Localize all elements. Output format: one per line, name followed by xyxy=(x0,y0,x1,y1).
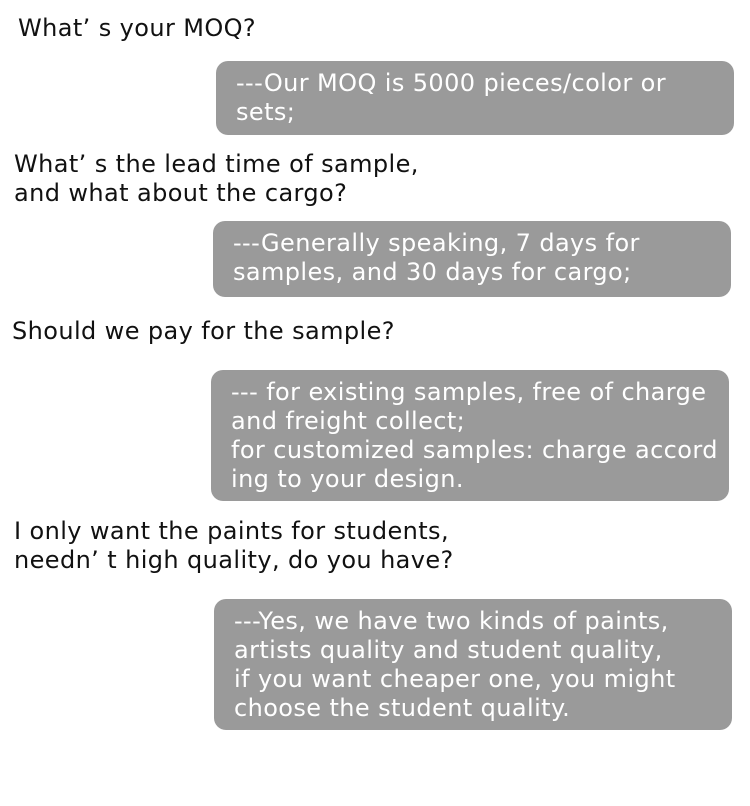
faq-question-student-paints: I only want the paints for students, needn’ t high quality, do you have? xyxy=(14,517,454,574)
faq-question-lead-time: What’ s the lead time of sample, and what about the cargo? xyxy=(14,150,419,207)
faq-question-sample-cost: Should we pay for the sample? xyxy=(12,317,395,345)
faq-question-moq: What’ s your MOQ? xyxy=(18,14,257,42)
faq-answer-student-paints: ---Yes, we have two kinds of paints, artists quality and student quality, if you want cheaper one, you might choose the student quality. xyxy=(214,599,732,730)
faq-answer-lead-time: ---Generally speaking, 7 days for samples, and 30 days for cargo; xyxy=(213,221,731,297)
faq-answer-sample-cost: --- for existing samples, free of charge and freight collect; for customized samples: charge accord ing to your design. xyxy=(211,370,729,501)
faq-answer-moq: ---Our MOQ is 5000 pieces/color or sets; xyxy=(216,61,734,135)
